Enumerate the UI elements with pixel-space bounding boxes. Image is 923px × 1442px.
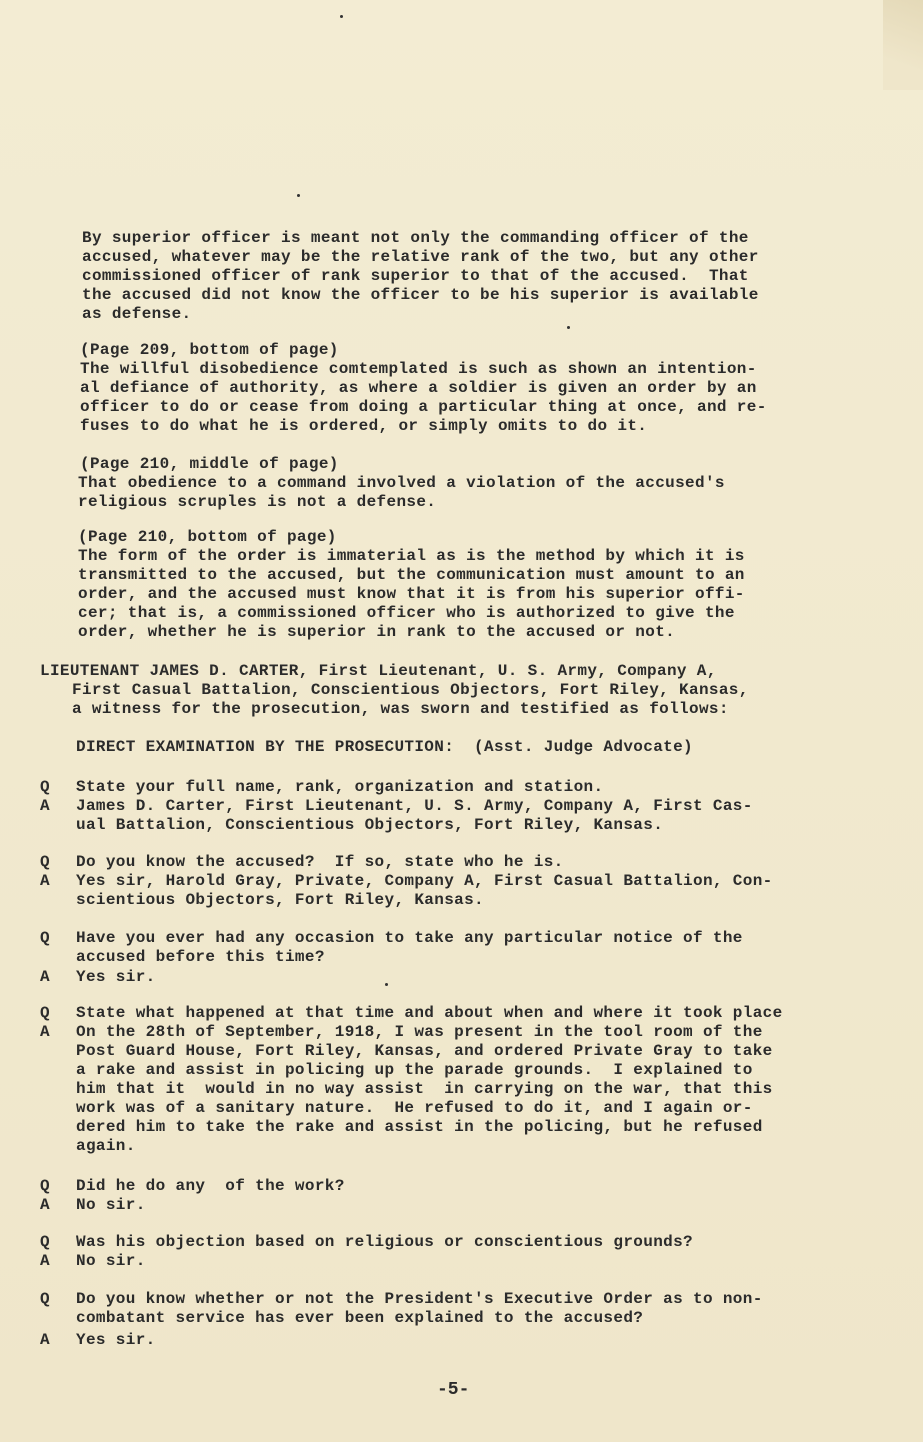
- witness-intro-line: First Casual Battalion, Conscientious Objectors, Fort Riley, Kansas,: [72, 681, 749, 699]
- question-line: Did he do any of the work?: [76, 1177, 345, 1195]
- question-marker: Q: [40, 1004, 50, 1022]
- answer-marker: A: [40, 968, 50, 986]
- answer-line: dered him to take the rake and assist in the policing, but he refused: [76, 1118, 763, 1136]
- witness-intro-line: LIEUTENANT JAMES D. CARTER, First Lieutenant, U. S. Army, Company A,: [40, 662, 717, 680]
- para2-line: fuses to do what he is ordered, or simply omits to do it.: [80, 417, 648, 435]
- para4-line: The form of the order is immaterial as is the method by which it is: [78, 547, 745, 565]
- answer-marker: A: [40, 1196, 50, 1214]
- ink-speck: [567, 326, 570, 329]
- para4-line: cer; that is, a commissioned officer who is authorized to give the: [78, 604, 735, 622]
- page-number: -5-: [437, 1380, 470, 1400]
- answer-marker: A: [40, 1252, 50, 1270]
- para2-line: al defiance of authority, as where a soldier is given an order by an: [80, 379, 757, 397]
- answer-marker: A: [40, 1023, 50, 1041]
- question-line: Have you ever had any occasion to take any particular notice of the: [76, 929, 743, 947]
- para4-line: transmitted to the accused, but the communication must amount to an: [78, 566, 745, 584]
- question-line: combatant service has ever been explained to the accused?: [76, 1309, 644, 1327]
- question-line: Do you know whether or not the President's Executive Order as to non-: [76, 1290, 763, 1308]
- answer-marker: A: [40, 1331, 50, 1349]
- question-line: State your full name, rank, organization and station.: [76, 778, 604, 796]
- question-marker: Q: [40, 929, 50, 947]
- answer-line: Post Guard House, Fort Riley, Kansas, and ordered Private Gray to take: [76, 1042, 773, 1060]
- answer-line: No sir.: [76, 1252, 146, 1270]
- para1-line: commissioned officer of rank superior to that of the accused. That: [82, 267, 749, 285]
- question-marker: Q: [40, 1177, 50, 1195]
- answer-line: ual Battalion, Conscientious Objectors, Fort Riley, Kansas.: [76, 816, 664, 834]
- witness-intro-line: a witness for the prosecution, was sworn and testified as follows:: [72, 700, 729, 718]
- ink-speck: [385, 983, 388, 986]
- answer-line: No sir.: [76, 1196, 146, 1214]
- direct-examination-heading: DIRECT EXAMINATION BY THE PROSECUTION: (Asst. Judge Advocate): [76, 738, 693, 756]
- answer-marker: A: [40, 872, 50, 890]
- para2-line: officer to do or cease from doing a particular thing at once, and re-: [80, 398, 767, 416]
- answer-line: On the 28th of September, 1918, I was present in the tool room of the: [76, 1023, 763, 1041]
- answer-line: scientious Objectors, Fort Riley, Kansas.: [76, 891, 485, 909]
- question-line: accused before this time?: [76, 948, 325, 966]
- answer-line: Yes sir, Harold Gray, Private, Company A, First Casual Battalion, Con-: [76, 872, 773, 890]
- answer-line: him that it would in no way assist in carrying on the war, that this: [76, 1080, 773, 1098]
- para4-line: order, and the accused must know that it is from his superior offi-: [78, 585, 745, 603]
- page-corner-fold: [883, 0, 923, 90]
- ink-speck: [340, 15, 343, 18]
- question-line: State what happened at that time and about when and where it took place: [76, 1004, 783, 1022]
- para4-line: order, whether he is superior in rank to the accused or not.: [78, 623, 676, 641]
- answer-line: a rake and assist in policing up the parade grounds. I explained to: [76, 1061, 753, 1079]
- question-marker: Q: [40, 1233, 50, 1251]
- answer-marker: A: [40, 797, 50, 815]
- para1-line: By superior officer is meant not only the commanding officer of the: [82, 229, 749, 247]
- question-marker: Q: [40, 1290, 50, 1308]
- para1-line: as defense.: [82, 305, 192, 323]
- page-reference: (Page 210, middle of page): [80, 455, 339, 473]
- para3-line: That obedience to a command involved a violation of the accused's: [78, 474, 725, 492]
- answer-line: Yes sir.: [76, 968, 156, 986]
- ink-speck: [297, 194, 300, 197]
- para2-line: The willful disobedience comtemplated is such as shown an intention-: [80, 360, 757, 378]
- question-marker: Q: [40, 778, 50, 796]
- para1-line: the accused did not know the officer to be his superior is available: [82, 286, 759, 304]
- page-reference: (Page 210, bottom of page): [78, 528, 337, 546]
- question-marker: Q: [40, 853, 50, 871]
- answer-line: work was of a sanitary nature. He refused to do it, and I again or-: [76, 1099, 753, 1117]
- para3-line: religious scruples is not a defense.: [78, 493, 437, 511]
- para1-line: accused, whatever may be the relative rank of the two, but any other: [82, 248, 759, 266]
- answer-line: Yes sir.: [76, 1331, 156, 1349]
- page-reference: (Page 209, bottom of page): [80, 341, 339, 359]
- question-line: Was his objection based on religious or conscientious grounds?: [76, 1233, 693, 1251]
- answer-line: James D. Carter, First Lieutenant, U. S. Army, Company A, First Cas-: [76, 797, 753, 815]
- answer-line: again.: [76, 1137, 136, 1155]
- question-line: Do you know the accused? If so, state who he is.: [76, 853, 564, 871]
